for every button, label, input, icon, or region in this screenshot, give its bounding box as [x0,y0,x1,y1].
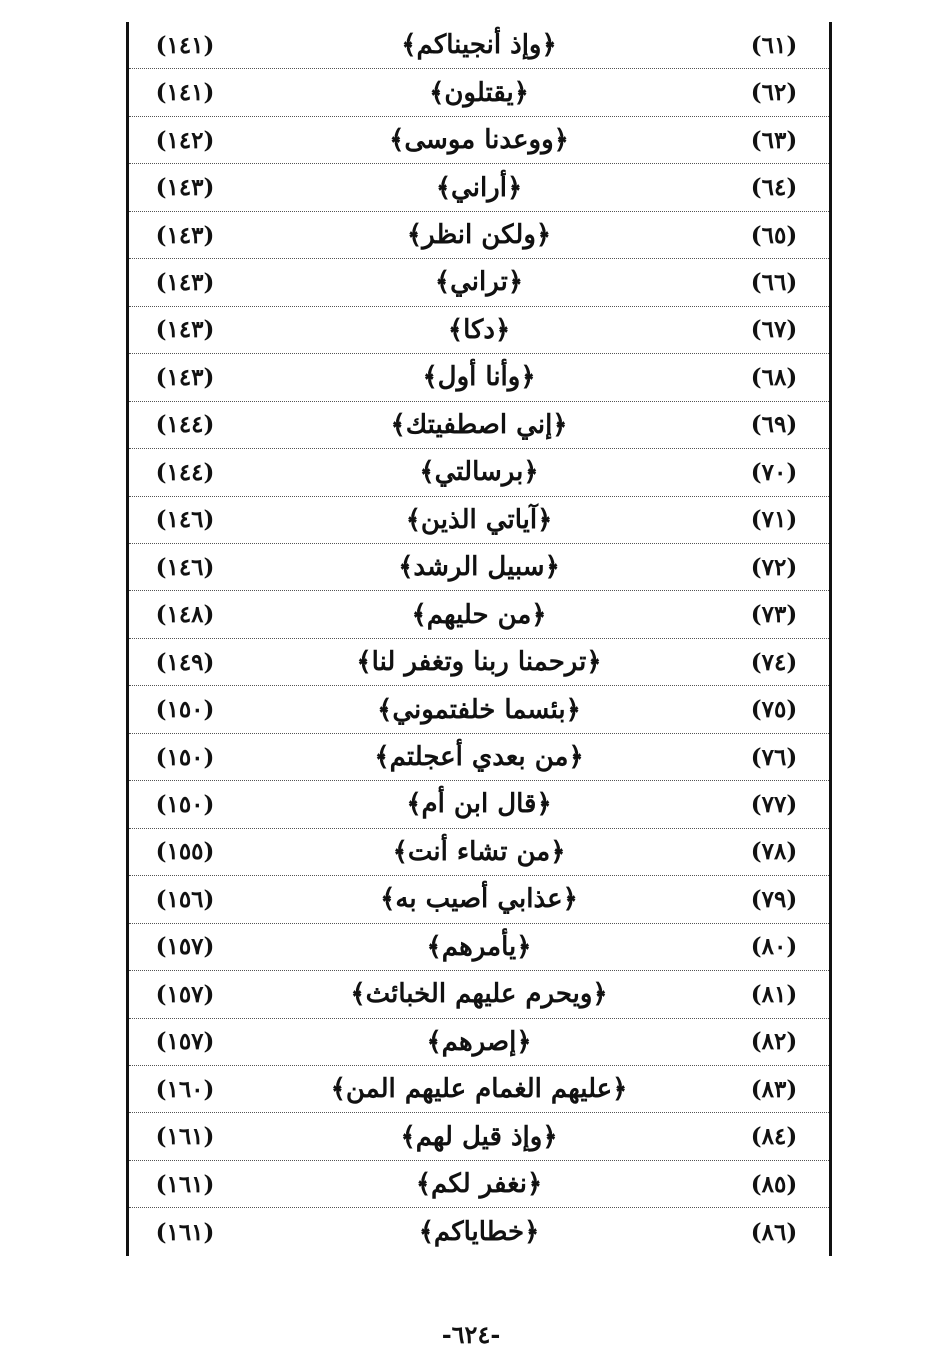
quran-word: ﴿نغفر لكم﴾ [415,1169,543,1200]
entry-number: (٨٢) [750,1028,798,1056]
table-row [129,924,829,971]
table-row [129,639,829,686]
quran-word: ﴿سبيل الرشد﴾ [398,552,560,583]
entry-number: (٧٦) [750,743,798,771]
entry-number: (٦٥) [750,221,798,249]
table-row [129,544,829,591]
quran-word: ﴿إني اصطفيتك﴾ [390,409,568,440]
table-row [129,212,829,259]
quran-word: ﴿وأنا أول﴾ [422,362,536,393]
page-reference: (١٤٨) [155,601,215,629]
page-reference: (١٥٥) [155,838,215,866]
entry-number: (٧٥) [750,696,798,724]
quran-word: ﴿بئسما خلفتموني﴾ [377,694,581,725]
index-table [126,22,832,1256]
quran-word: ﴿آياتي الذين﴾ [405,504,553,535]
page-reference: (١٤١) [155,31,215,59]
entry-number: (٧٣) [750,601,798,629]
quran-word: ﴿ويحرم عليهم الخبائث﴾ [350,979,608,1010]
entry-number: (٧٢) [750,553,798,581]
table-row [129,354,829,401]
page-reference: (١٥٠) [155,790,215,818]
table-row [129,497,829,544]
entry-number: (٧٧) [750,790,798,818]
table-row [129,971,829,1018]
entry-number: (٨١) [750,980,798,1008]
table-row [129,1113,829,1160]
page-reference: (١٥٠) [155,696,215,724]
page-reference: (١٦٠) [155,1075,215,1103]
entry-number: (٦٧) [750,316,798,344]
entry-number: (٨٣) [750,1075,798,1103]
table-row [129,449,829,496]
quran-word: ﴿دكا﴾ [447,314,511,345]
quran-word: ﴿برسالتي﴾ [419,457,539,488]
page-reference: (١٤٣) [155,268,215,296]
quran-word: ﴿قال ابن أم﴾ [406,789,552,820]
entry-number: (٦٤) [750,174,798,202]
page-reference: (١٤٣) [155,363,215,391]
page-reference: (١٤٦) [155,553,215,581]
page-reference: (١٤٦) [155,506,215,534]
quran-word: ﴿يقتلون﴾ [429,77,529,108]
quran-word: ﴿عذابي أصيب به﴾ [380,884,578,915]
page-reference: (١٥٧) [155,980,215,1008]
entry-number: (٨٦) [750,1218,798,1246]
table-row [129,402,829,449]
table-row [129,22,829,69]
page-reference: (١٤٣) [155,174,215,202]
index-rows [129,22,829,1256]
table-row [129,164,829,211]
entry-number: (٧١) [750,506,798,534]
page-reference: (١٤٤) [155,411,215,439]
page-reference: (١٥٦) [155,885,215,913]
table-row [129,781,829,828]
quran-word: ﴿عليهم الغمام عليهم المن﴾ [330,1074,628,1105]
entry-number: (٦٨) [750,363,798,391]
table-row [129,69,829,116]
page-reference: (١٦١) [155,1170,215,1198]
table-row [129,1208,829,1255]
page-reference: (١٥٧) [155,1028,215,1056]
entry-number: (٨٠) [750,933,798,961]
entry-number: (٧٠) [750,458,798,486]
page-reference: (١٤٣) [155,316,215,344]
quran-word: ﴿ترحمنا ربنا وتغفر لنا﴾ [356,647,602,678]
entry-number: (٦٢) [750,79,798,107]
table-row [129,307,829,354]
entry-number: (٦٩) [750,411,798,439]
entry-number: (٧٩) [750,885,798,913]
table-row [129,117,829,164]
page-number: -٦٢٤- [441,1320,501,1349]
quran-word: ﴿ووعدنا موسى﴾ [389,125,569,156]
table-row [129,876,829,923]
table-row [129,829,829,876]
page-reference: (١٤١) [155,79,215,107]
table-row [129,1066,829,1113]
entry-number: (٦١) [750,31,798,59]
quran-word: ﴿من تشاء أنت﴾ [392,836,566,867]
table-row [129,686,829,733]
quran-word: ﴿ولكن انظر﴾ [406,220,552,251]
page-reference: (١٥٠) [155,743,215,771]
entry-number: (٨٥) [750,1170,798,1198]
table-row [129,1161,829,1208]
quran-word: ﴿خطاياكم﴾ [418,1217,540,1248]
table-row [129,1019,829,1066]
table-row [129,591,829,638]
entry-number: (٦٦) [750,268,798,296]
page-reference: (١٦١) [155,1123,215,1151]
page-reference: (١٤٢) [155,126,215,154]
quran-word: ﴿وإذ قيل لهم﴾ [400,1121,558,1152]
quran-word: ﴿من بعدي أعجلتم﴾ [374,742,584,773]
entry-number: (٦٣) [750,126,798,154]
entry-number: (٨٤) [750,1123,798,1151]
quran-word: ﴿من حليهم﴾ [411,599,547,630]
quran-word: ﴿أراني﴾ [435,172,523,203]
page-reference: (١٦١) [155,1218,215,1246]
table-row [129,734,829,781]
page-reference: (١٤٣) [155,221,215,249]
quran-word: ﴿إصرهم﴾ [426,1026,532,1057]
table-row [129,259,829,306]
quran-word: ﴿يأمرهم﴾ [426,931,532,962]
entry-number: (٧٤) [750,648,798,676]
page-reference: (١٤٤) [155,458,215,486]
quran-word: ﴿وإذ أنجيناكم﴾ [401,30,557,61]
entry-number: (٧٨) [750,838,798,866]
page-reference: (١٤٩) [155,648,215,676]
page-reference: (١٥٧) [155,933,215,961]
quran-word: ﴿تراني﴾ [434,267,524,298]
